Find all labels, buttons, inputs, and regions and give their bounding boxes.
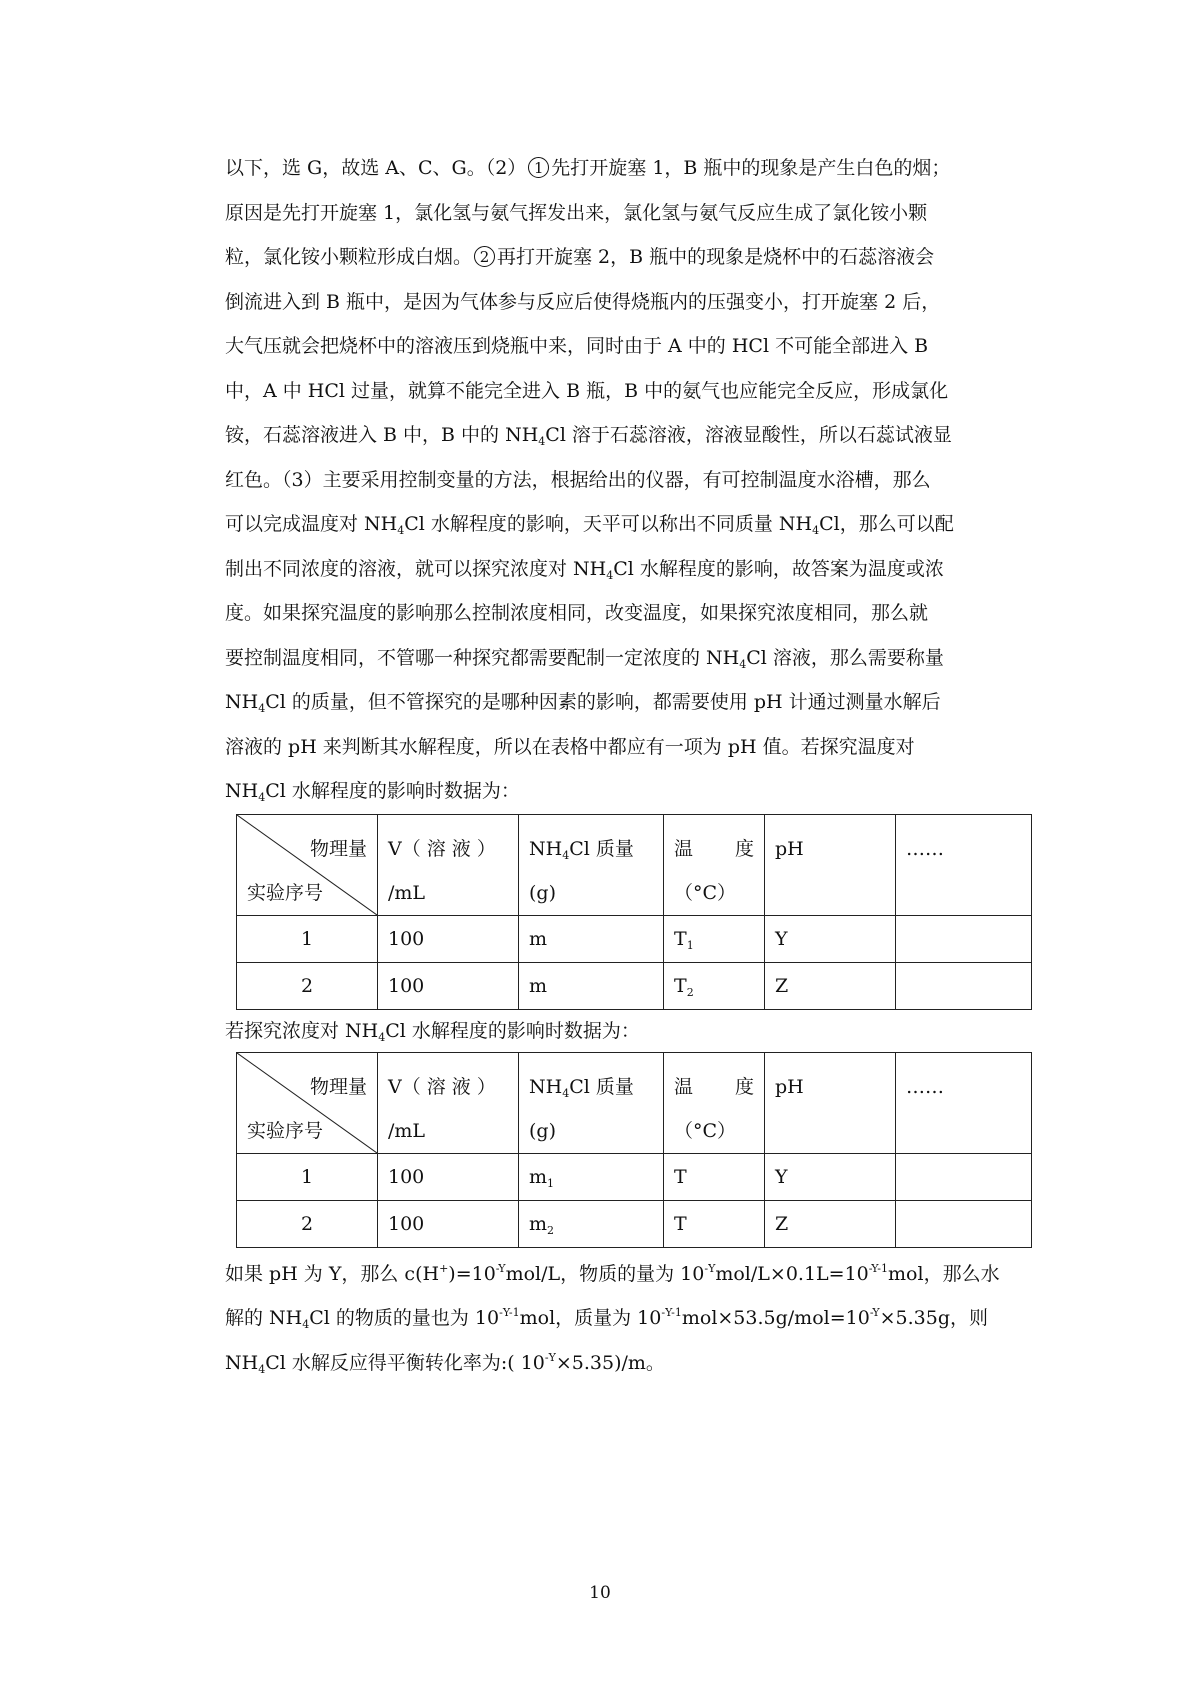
text-line: 可以完成温度对 $NH_4Cl$ 水解程度的影响，天平可以称出不同质量 $NH_4Cl$，那么可以配 bbox=[225, 513, 954, 537]
text-line: $NH_4Cl$ 的质量，但不管探究的是哪种因素的影响，都需要使用 pH 计通过测量水解后 bbox=[225, 691, 941, 715]
header-more: …… bbox=[896, 1052, 1032, 1153]
circled-number-2: 2 bbox=[474, 246, 495, 267]
circled-number-1: 1 bbox=[528, 157, 549, 178]
table-temperature bbox=[236, 814, 1032, 1010]
cell-volume: 100 bbox=[378, 1153, 519, 1200]
cell-volume: 100 bbox=[378, 962, 519, 1009]
cell-empty bbox=[896, 1200, 1032, 1247]
header-experiment-no: 实验序号 bbox=[247, 1119, 324, 1142]
header-ph: pH bbox=[765, 1052, 896, 1153]
header-experiment-no: 实验序号 bbox=[247, 881, 324, 904]
cell-temperature: T bbox=[664, 1153, 765, 1200]
text-line: 粒，氯化铵小颗粒形成白烟。 2 再打开旋塞 2，B 瓶中的现象是烧杯中的石蕊溶液会 bbox=[225, 246, 935, 268]
cell-mass: m bbox=[519, 915, 664, 962]
table-header-row bbox=[237, 814, 1032, 915]
cell-ph: Y bbox=[765, 1153, 896, 1200]
document-body bbox=[225, 146, 1030, 1385]
text-line: 原因是先打开旋塞 1，氯化氢与氨气挥发出来，氯化氢与氨气反应生成了氯化铵小颗 bbox=[225, 201, 928, 224]
text-line: 大气压就会把烧杯中的溶液压到烧瓶中来，同时由于 A 中的 HCl 不可能全部进入 B bbox=[225, 335, 929, 357]
cell-ph: Z bbox=[765, 1200, 896, 1247]
cell-no: 1 bbox=[237, 915, 378, 962]
header-more: …… bbox=[896, 814, 1032, 915]
header-volume: V（ 溶 液 ） /mL bbox=[378, 1052, 519, 1153]
table-header-row bbox=[237, 1052, 1032, 1153]
cell-empty bbox=[896, 1153, 1032, 1200]
header-temperature: 温 度 （°C） bbox=[664, 1052, 765, 1153]
text-line: 要控制温度相同，不管哪一种探究都需要配制一定浓度的 $NH_4Cl$ 溶液，那么需要称量 bbox=[225, 646, 944, 671]
header-quantity: 物理量 bbox=[309, 1075, 367, 1098]
text-line: 度。如果探究温度的影响那么控制浓度相同，改变温度，如果探究浓度相同，那么就 bbox=[225, 602, 929, 624]
table-row bbox=[237, 962, 1032, 1009]
table2-intro: 若探究浓度对 $NH_4Cl$ 水解程度的影响时数据为： bbox=[225, 1019, 640, 1044]
cell-empty bbox=[896, 962, 1032, 1009]
page-number: 10 bbox=[589, 1583, 611, 1603]
text-line: 以下，选 G，故选 A、C、G。（2） 1 先打开旋塞 1，B 瓶中的现象是产生白色的烟； bbox=[225, 157, 951, 179]
text-line: 如果 pH 为 Y，那么 $c(H^+)=10^{-Y}mol/L$，物质的量为 $10^{-Y}mol/L\times 0.1L=10^{-Y-1}mol$，那么水 bbox=[225, 1261, 1000, 1285]
header-volume: V（ 溶 液 ） /mL bbox=[378, 814, 519, 915]
text-line: 倒流进入到 B 瓶中，是因为气体参与反应后使得烧瓶内的压强变小，打开旋塞 2 后， bbox=[225, 290, 941, 313]
text-line: 制出不同浓度的溶液，就可以探究浓度对 $NH_4Cl$ 水解程度的影响，故答案为温度或浓 bbox=[225, 557, 944, 582]
text-line: 溶液的 pH 来判断其水解程度，所以在表格中都应有一项为 pH 值。若探究温度对 bbox=[225, 735, 915, 758]
text-line: $NH_4Cl$ 水解程度的影响时数据为： bbox=[225, 780, 520, 804]
cell-mass: $m_1$ bbox=[519, 1153, 664, 1200]
cell-ph: Z bbox=[765, 962, 896, 1009]
cell-mass: $m_2$ bbox=[519, 1200, 664, 1247]
cell-no: 2 bbox=[237, 962, 378, 1009]
cell-mass: m bbox=[519, 962, 664, 1009]
text-line: 解的 $NH_4Cl$ 的物质的量也为 $10^{-Y-1}mol$，质量为 $10^{-Y-1}mol\times 53.5g/mol=10^{-Y}\times 5.35g$，则 bbox=[225, 1306, 988, 1331]
header-mass: $NH_4Cl$ 质量(g) bbox=[519, 1052, 664, 1153]
header-quantity: 物理量 bbox=[309, 837, 367, 860]
paragraph-calculation bbox=[225, 1252, 1030, 1386]
cell-temperature: $T_1$ bbox=[664, 915, 765, 962]
cell-volume: 100 bbox=[378, 915, 519, 962]
table-concentration bbox=[236, 1052, 1032, 1248]
header-temperature: 温 度 （°C） bbox=[664, 814, 765, 915]
cell-volume: 100 bbox=[378, 1200, 519, 1247]
header-ph: pH bbox=[765, 814, 896, 915]
text-line: 红色。（3）主要采用控制变量的方法，根据给出的仪器，有可控制温度水浴槽，那么 bbox=[225, 468, 931, 491]
cell-empty bbox=[896, 915, 1032, 962]
cell-ph: Y bbox=[765, 915, 896, 962]
table-row bbox=[237, 915, 1032, 962]
cell-no: 2 bbox=[237, 1200, 378, 1247]
text-line: 中，A 中 HCl 过量，就算不能完全进入 B 瓶，B 中的氨气也应能完全反应，形成氯化 bbox=[225, 379, 949, 402]
text-line: $NH_4Cl$ 水解反应得平衡转化率为:( $10^{-Y}\times 5.35)/m$。 bbox=[225, 1350, 665, 1376]
text-line: 铵，石蕊溶液进入 B 中，B 中的 $NH_4Cl$ 溶于石蕊溶液，溶液显酸性，所以石蕊试液显 bbox=[225, 424, 952, 448]
table-row bbox=[237, 1153, 1032, 1200]
header-mass: $NH_4Cl$ 质量(g) bbox=[519, 814, 664, 915]
diagonal-header-cell bbox=[237, 814, 378, 915]
paragraph-answer bbox=[225, 146, 1030, 814]
cell-temperature: T bbox=[664, 1200, 765, 1247]
diagonal-header-cell bbox=[237, 1052, 378, 1153]
table-row bbox=[237, 1200, 1032, 1247]
cell-temperature: $T_2$ bbox=[664, 962, 765, 1009]
cell-no: 1 bbox=[237, 1153, 378, 1200]
